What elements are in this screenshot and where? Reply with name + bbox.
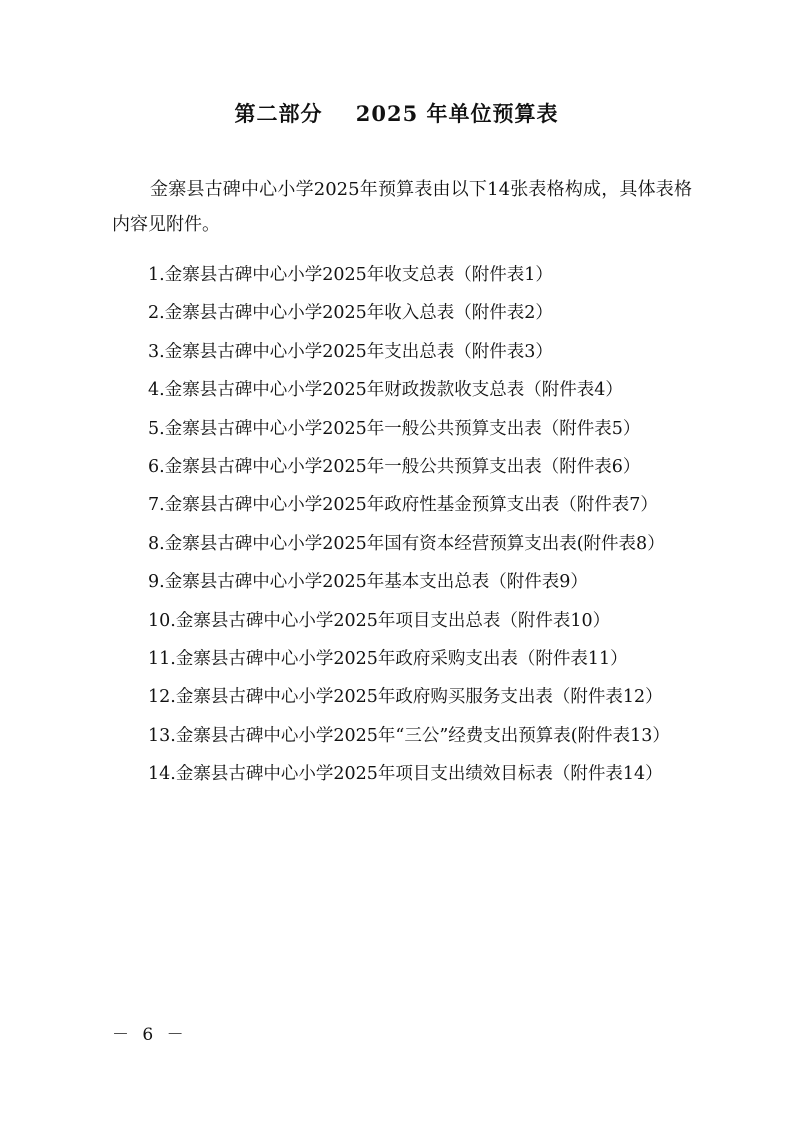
list-item: 13.金寨县古碑中心小学2025年“三公”经费支出预算表(附件表13） [148, 725, 670, 746]
list-item: 8.金寨县古碑中心小学2025年国有资本经营预算支出表(附件表8） [148, 533, 665, 554]
list-item: 12.金寨县古碑中心小学2025年政府购买服务支出表（附件表12） [148, 687, 663, 708]
list-item: 4.金寨县古碑中心小学2025年财政拨款收支总表（附件表4） [148, 380, 623, 401]
list-item: 5.金寨县古碑中心小学2025年一般公共预算支出表（附件表5） [148, 418, 641, 439]
list-item: 7.金寨县古碑中心小学2025年政府性基金预算支出表（附件表7） [148, 495, 658, 516]
attachment-list [148, 256, 708, 793]
list-item: 2.金寨县古碑中心小学2025年收入总表（附件表2） [148, 303, 553, 324]
list-item: 6.金寨县古碑中心小学2025年一般公共预算支出表（附件表6） [148, 456, 641, 477]
list-item: 9.金寨县古碑中心小学2025年基本支出总表（附件表9） [148, 572, 588, 593]
list-item: 1.金寨县古碑中心小学2025年收支总表（附件表1） [148, 265, 553, 285]
list-item: 14.金寨县古碑中心小学2025年项目支出绩效目标表（附件表14） [148, 764, 663, 785]
page-number: － 6 － [112, 1025, 188, 1045]
section-title: 第二部分 2025 年单位预算表 [234, 101, 559, 126]
intro-paragraph: 金寨县古碑中心小学2025年预算表由以下14张表格构成，具体表格内容见附件。 [112, 179, 692, 235]
list-item: 10.金寨县古碑中心小学2025年项目支出总表（附件表10） [148, 610, 611, 631]
list-item: 3.金寨县古碑中心小学2025年支出总表（附件表3） [148, 341, 553, 362]
list-item: 11.金寨县古碑中心小学2025年政府采购支出表（附件表11） [148, 648, 628, 669]
